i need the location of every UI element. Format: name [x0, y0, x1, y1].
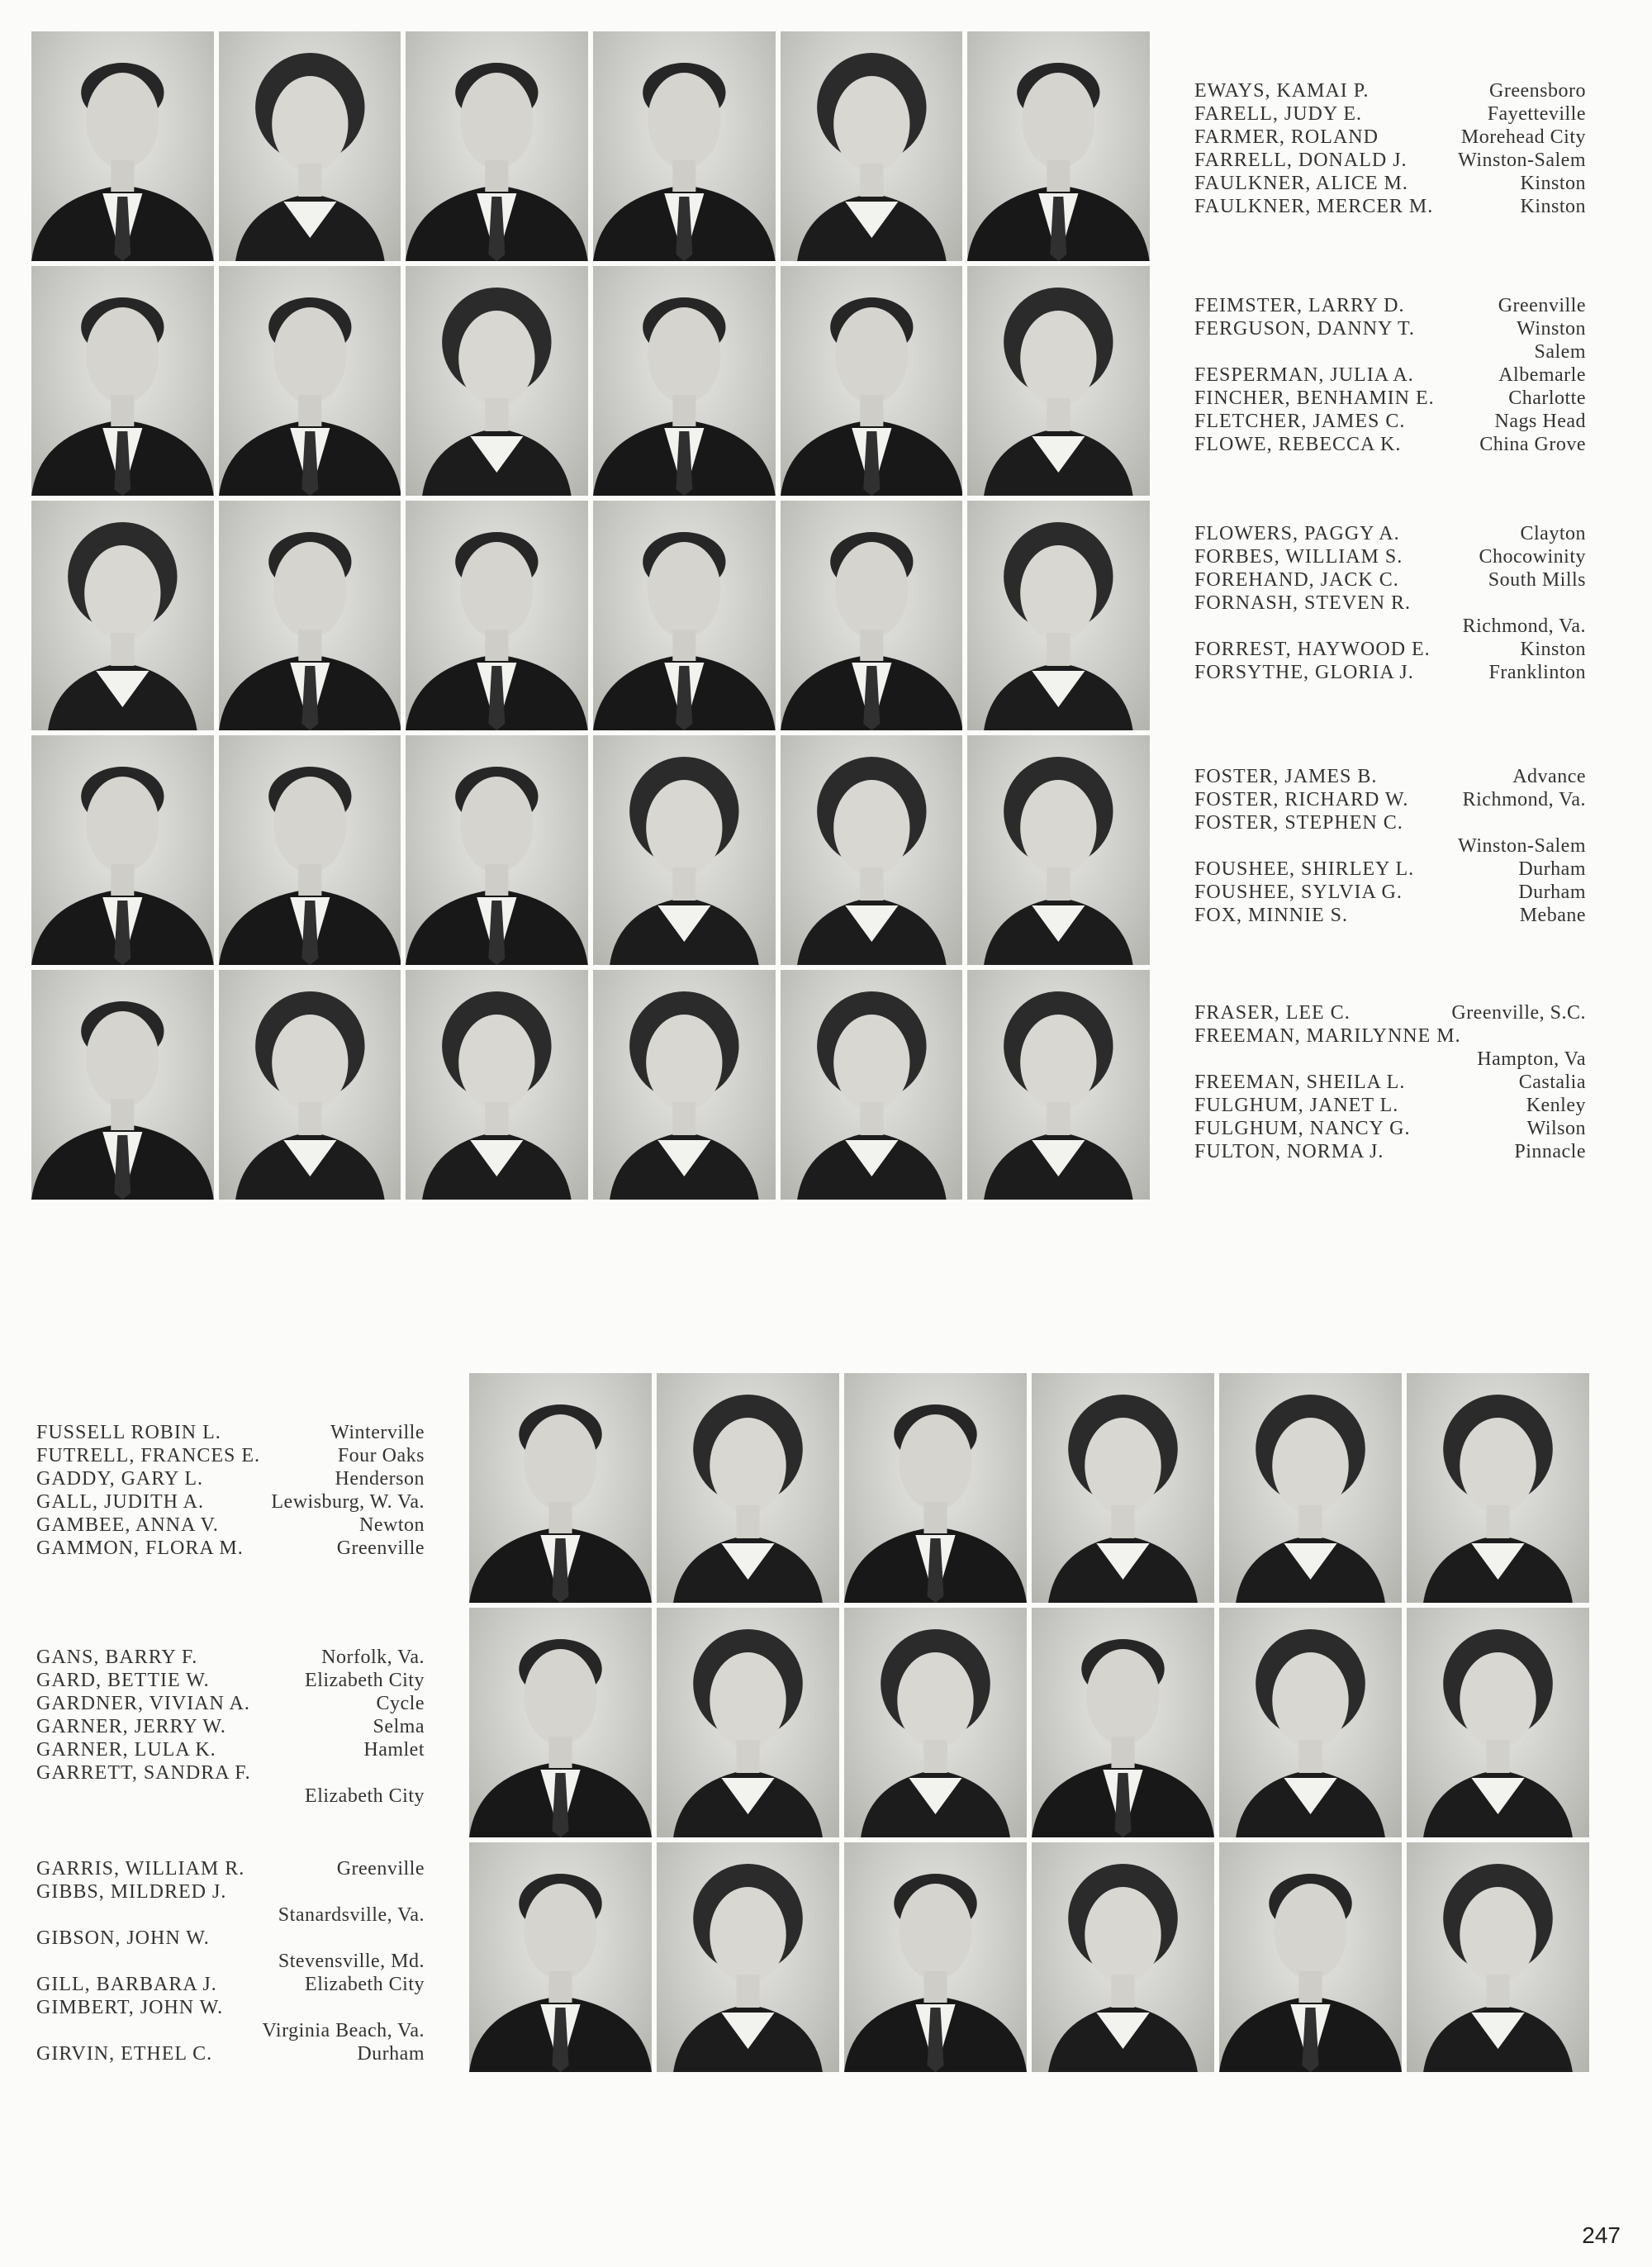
student-name: GARNER, LULA K.: [36, 1739, 216, 1761]
top-portrait: [219, 501, 401, 730]
caption-entry: [1194, 102, 1586, 126]
bottom-portrait: [1032, 1842, 1214, 2072]
student-name: GIBBS, MILDRED J.: [36, 1881, 227, 1903]
hometown: Winterville: [330, 1422, 425, 1443]
student-name: FULTON, NORMA J.: [1194, 1141, 1384, 1162]
caption-entry: [1194, 1140, 1586, 1163]
page-number: 247: [1582, 2222, 1621, 2248]
caption-entry: [36, 1715, 425, 1738]
caption-entry: [1194, 1001, 1586, 1024]
portrait-grid-bottom: [469, 1373, 1589, 2072]
student-name: EWAYS, KAMAI P.: [1194, 80, 1370, 102]
bottom-portrait: [1032, 1608, 1214, 1837]
caption-entry: [36, 1537, 425, 1560]
caption-entry: [1194, 545, 1586, 568]
caption-group: [1194, 522, 1586, 684]
student-name: FINCHER, BENHAMIN E.: [1194, 387, 1435, 409]
student-name: FLOWERS, PAGGY A.: [1194, 523, 1400, 544]
hometown-continued: Hampton, Va: [1477, 1048, 1586, 1070]
caption-entry: [1194, 1071, 1586, 1094]
student-name: FARRELL, DONALD J.: [1194, 150, 1408, 171]
caption-entry: [1194, 149, 1586, 172]
caption-entry: [1194, 364, 1586, 387]
top-portrait: [406, 266, 588, 496]
student-name: FERGUSON, DANNY T.: [1194, 318, 1415, 340]
hometown: Elizabeth City: [305, 1670, 425, 1691]
caption-entry: [36, 1490, 425, 1514]
caption-entry: [36, 1857, 425, 1880]
student-name: GAMBEE, ANNA V.: [36, 1514, 219, 1536]
hometown: Cycle: [376, 1693, 425, 1714]
bottom-portrait: [1407, 1373, 1589, 1603]
caption-entry: [36, 1880, 425, 1903]
caption-group: [1194, 1001, 1586, 1163]
bottom-portrait: [657, 1373, 839, 1603]
hometown: Fayetteville: [1487, 103, 1586, 125]
student-name: GIMBERT, JOHN W.: [36, 1997, 224, 2018]
caption-entry: [1194, 568, 1586, 592]
hometown: Albemarle: [1498, 364, 1586, 386]
top-portrait: [219, 970, 401, 1200]
caption-entry: [36, 1467, 425, 1490]
bottom-portrait: [1032, 1373, 1214, 1603]
bottom-portrait: [844, 1608, 1027, 1837]
top-portrait: [781, 735, 963, 965]
top-portrait: [406, 970, 588, 1200]
hometown: Richmond, Va.: [1462, 789, 1586, 810]
caption-entry: [1194, 79, 1586, 102]
top-portrait: [967, 735, 1150, 965]
student-name: GANS, BARRY F.: [36, 1647, 198, 1668]
hometown: Wilson: [1526, 1118, 1586, 1139]
student-name: GARD, BETTIE W.: [36, 1670, 210, 1691]
top-portrait: [593, 501, 776, 730]
student-name: FULGHUM, NANCY G.: [1194, 1118, 1411, 1139]
caption-entry: [36, 1973, 425, 1996]
caption-entry: [1194, 1094, 1586, 1117]
hometown-continued: Stevensville, Md.: [278, 1951, 425, 1972]
hometown: Greenville: [1498, 295, 1586, 316]
student-name: GARDNER, VIVIAN A.: [36, 1693, 250, 1714]
top-portrait: [219, 266, 401, 496]
student-name: FORSYTHE, GLORIA J.: [1194, 662, 1414, 683]
student-name: FULGHUM, JANET L.: [1194, 1095, 1399, 1116]
top-portrait: [967, 501, 1150, 730]
top-portrait: [406, 501, 588, 730]
hometown: Winston-Salem: [1458, 150, 1586, 171]
hometown: Newton: [359, 1514, 425, 1536]
top-portrait: [593, 735, 776, 965]
bottom-portrait: [1407, 1608, 1589, 1837]
caption-entry: [1194, 317, 1586, 340]
hometown: Kinston: [1520, 173, 1586, 194]
hometown: Kenley: [1526, 1095, 1586, 1116]
caption-entry: [1194, 858, 1586, 881]
hometown: Elizabeth City: [305, 1974, 425, 1995]
hometown: Greenville: [336, 1537, 425, 1559]
hometown-continued: Winston-Salem: [1458, 835, 1586, 857]
top-portrait: [219, 735, 401, 965]
caption-entry: [1194, 410, 1586, 433]
hometown: Clayton: [1520, 523, 1586, 544]
caption-entry: [36, 1444, 425, 1467]
student-name: FOX, MINNIE S.: [1194, 905, 1349, 926]
student-name: FOUSHEE, SHIRLEY L.: [1194, 858, 1415, 880]
hometown: Nags Head: [1494, 411, 1586, 432]
student-name: GADDY, GARY L.: [36, 1468, 204, 1490]
hometown-continued: Elizabeth City: [305, 1785, 425, 1807]
caption-group: [36, 1646, 425, 1808]
bottom-portrait: [469, 1842, 652, 2072]
hometown: Franklinton: [1488, 662, 1586, 683]
bottom-portrait: [469, 1608, 652, 1837]
student-name: FOUSHEE, SYLVIA G.: [1194, 882, 1403, 903]
caption-entry: [1194, 387, 1586, 410]
caption-entry: [36, 1996, 425, 2019]
hometown-continued: Stanardsville, Va.: [278, 1904, 425, 1926]
hometown: Greenville, S.C.: [1451, 1002, 1586, 1024]
top-portrait: [406, 735, 588, 965]
hometown: Pinnacle: [1514, 1141, 1586, 1162]
hometown: Kinston: [1520, 196, 1586, 217]
bottom-portrait: [469, 1373, 652, 1603]
student-name: GARRIS, WILLIAM R.: [36, 1858, 245, 1880]
student-name: FAULKNER, ALICE M.: [1194, 173, 1408, 194]
caption-entry: [1194, 638, 1586, 661]
student-name: GIRVIN, ETHEL C.: [36, 2043, 213, 2065]
hometown: South Mills: [1488, 569, 1586, 591]
student-name: GAMMON, FLORA M.: [36, 1537, 244, 1559]
hometown: Lewisburg, W. Va.: [271, 1491, 425, 1513]
top-portrait: [593, 266, 776, 496]
top-portrait: [967, 970, 1150, 1200]
caption-group: [36, 1857, 425, 2065]
hometown: Hamlet: [363, 1739, 425, 1761]
bottom-portrait: [1219, 1842, 1402, 2072]
hometown: Durham: [1518, 858, 1586, 880]
top-portrait: [781, 266, 963, 496]
top-portrait: [593, 31, 776, 261]
student-name: FAULKNER, MERCER M.: [1194, 196, 1434, 217]
student-name: FUSSELL ROBIN L.: [36, 1422, 221, 1443]
hometown-continued: Salem: [1534, 341, 1586, 363]
bottom-portrait: [844, 1373, 1027, 1603]
hometown: Durham: [1518, 882, 1586, 903]
top-portrait: [31, 31, 214, 261]
caption-group: [1194, 79, 1586, 218]
student-name: GARNER, JERRY W.: [36, 1716, 226, 1737]
student-name: GILL, BARBARA J.: [36, 1974, 217, 1995]
hometown: Advance: [1512, 766, 1586, 787]
bottom-portrait: [844, 1842, 1027, 2072]
student-name: FOREHAND, JACK C.: [1194, 569, 1399, 591]
portrait-grid-top: [31, 31, 1150, 1200]
caption-entry: [1194, 1024, 1586, 1048]
caption-entry: [1194, 1117, 1586, 1140]
student-name: GALL, JUDITH A.: [36, 1491, 204, 1513]
caption-entry: [1194, 765, 1586, 788]
caption-entry: [1194, 433, 1586, 456]
hometown: Charlotte: [1508, 387, 1586, 409]
student-name: FARELL, JUDY E.: [1194, 103, 1362, 125]
top-portrait: [406, 31, 588, 261]
student-name: FOSTER, RICHARD W.: [1194, 789, 1409, 810]
student-name: FLETCHER, JAMES C.: [1194, 411, 1406, 432]
hometown: Greensboro: [1489, 80, 1586, 102]
student-name: FEIMSTER, LARRY D.: [1194, 295, 1405, 316]
hometown: Four Oaks: [337, 1445, 425, 1466]
student-name: FORBES, WILLIAM S.: [1194, 546, 1403, 568]
caption-entry: [1194, 592, 1586, 615]
hometown: Mebane: [1519, 905, 1586, 926]
student-name: FRASER, LEE C.: [1194, 1002, 1351, 1024]
student-name: FUTRELL, FRANCES E.: [36, 1445, 261, 1466]
hometown: Kinston: [1520, 639, 1586, 660]
caption-entry: [1194, 811, 1586, 834]
top-portrait: [31, 501, 214, 730]
caption-entry: [1194, 788, 1586, 811]
caption-entry: [1194, 522, 1586, 545]
caption-entry: [36, 1692, 425, 1715]
student-name: FREEMAN, MARILYNNE M.: [1194, 1025, 1461, 1047]
caption-entry: [36, 2042, 425, 2065]
caption-entry: [1194, 195, 1586, 218]
caption-group: [36, 1421, 425, 1560]
top-portrait: [219, 31, 401, 261]
top-portrait: [31, 735, 214, 965]
student-name: FLOWE, REBECCA K.: [1194, 434, 1402, 455]
top-portrait: [31, 970, 214, 1200]
caption-entry: [1194, 661, 1586, 684]
student-name: GIBSON, JOHN W.: [36, 1927, 210, 1949]
top-portrait: [967, 31, 1150, 261]
caption-entry: [1194, 294, 1586, 317]
student-name: FORNASH, STEVEN R.: [1194, 592, 1412, 614]
caption-entry: [36, 1738, 425, 1761]
caption-group: [1194, 294, 1586, 456]
caption-entry: [36, 1514, 425, 1537]
student-name: FESPERMAN, JULIA A.: [1194, 364, 1414, 386]
caption-entry: [1194, 172, 1586, 195]
caption-group: [1194, 765, 1586, 927]
top-portrait: [31, 266, 214, 496]
top-portrait: [781, 501, 963, 730]
hometown: Norfolk, Va.: [321, 1647, 425, 1668]
hometown-continued: Richmond, Va.: [1462, 615, 1586, 637]
hometown: Chocowinity: [1479, 546, 1586, 568]
hometown: Castalia: [1518, 1072, 1586, 1093]
bottom-portrait: [657, 1608, 839, 1837]
top-portrait: [781, 31, 963, 261]
caption-entry: [36, 1646, 425, 1669]
student-name: GARRETT, SANDRA F.: [36, 1762, 251, 1784]
hometown: Selma: [373, 1716, 425, 1737]
hometown: Henderson: [335, 1468, 425, 1490]
hometown: China Grove: [1479, 434, 1586, 455]
caption-entry: [36, 1669, 425, 1692]
caption-entry: [36, 1761, 425, 1785]
student-name: FORREST, HAYWOOD E.: [1194, 639, 1431, 660]
hometown: Winston: [1517, 318, 1586, 340]
hometown: Durham: [357, 2043, 425, 2065]
caption-entry: [36, 1927, 425, 1950]
caption-entry: [1194, 904, 1586, 927]
top-portrait: [967, 266, 1150, 496]
bottom-portrait: [1219, 1608, 1402, 1837]
student-name: FOSTER, JAMES B.: [1194, 766, 1378, 787]
hometown-continued: Virginia Beach, Va.: [262, 2020, 425, 2041]
caption-entry: [1194, 126, 1586, 149]
student-name: FREEMAN, SHEILA L.: [1194, 1072, 1406, 1093]
caption-entry: [1194, 881, 1586, 904]
student-name: FARMER, ROLAND: [1194, 126, 1379, 148]
student-name: FOSTER, STEPHEN C.: [1194, 812, 1403, 834]
hometown: Greenville: [336, 1858, 425, 1880]
hometown: Morehead City: [1460, 126, 1586, 148]
top-portrait: [781, 970, 963, 1200]
bottom-portrait: [1407, 1842, 1589, 2072]
bottom-portrait: [1219, 1373, 1402, 1603]
caption-entry: [36, 1421, 425, 1444]
bottom-portrait: [657, 1842, 839, 2072]
top-portrait: [593, 970, 776, 1200]
